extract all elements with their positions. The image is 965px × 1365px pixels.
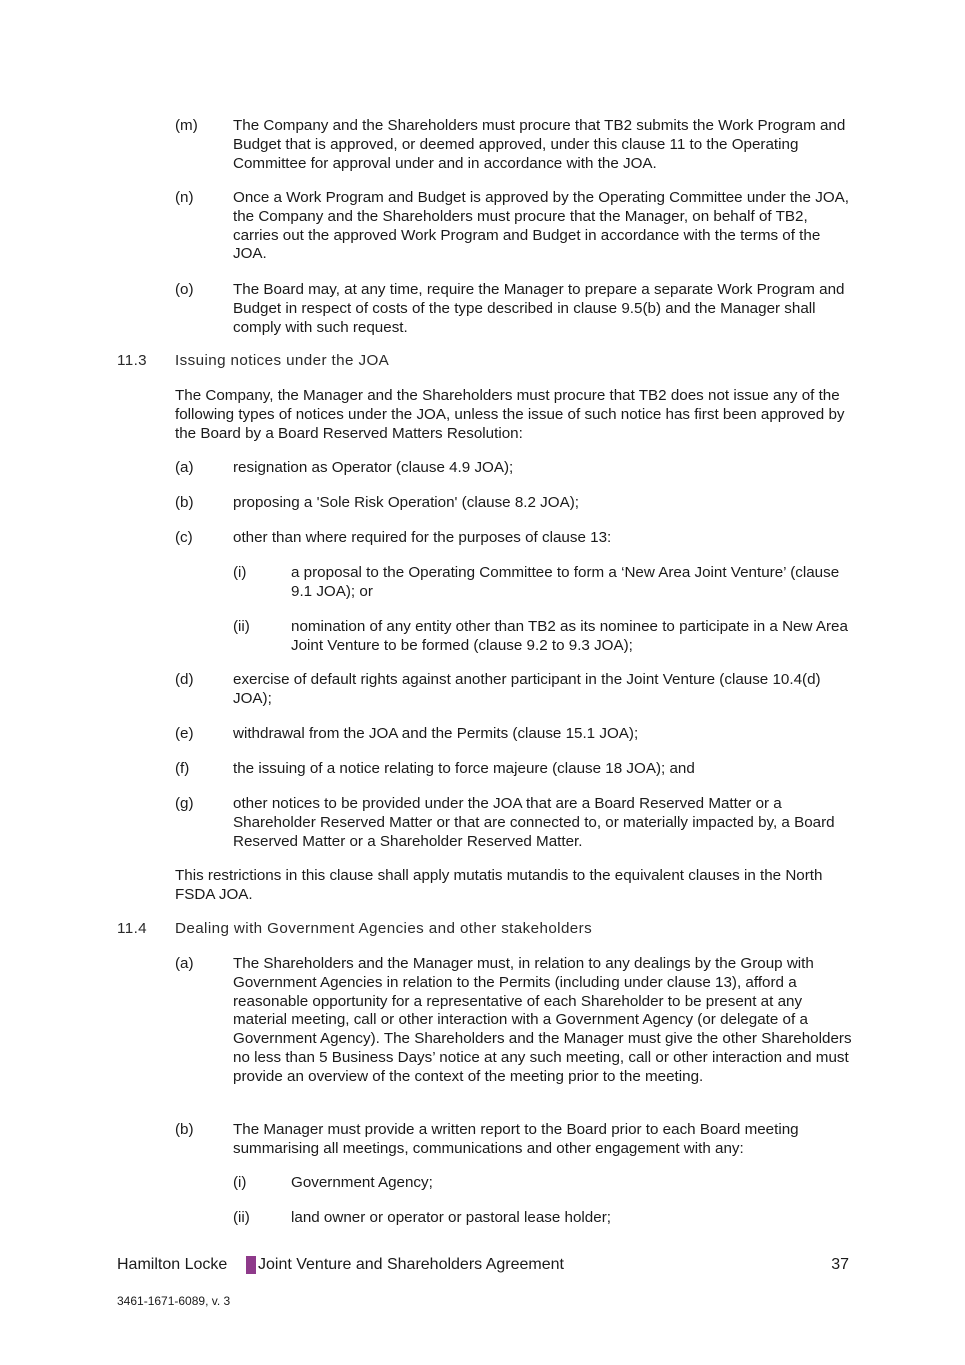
item-text: a proposal to the Operating Committee to form a ‘New Area Joint Venture’ (clause 9.1 JOA); or (291, 564, 840, 600)
item-label: (m) (175, 117, 198, 134)
item-text: The Board may, at any time, require the Manager to prepare a separate Work Program and Budget in respect of costs of the type described in clause 9.5(b) and the Manager shall comply with such request. (233, 281, 845, 336)
item-label: (o) (175, 281, 194, 298)
clause-11-3-closing: This restrictions in this clause shall apply mutatis mutandis to the equivalent clauses in the North FSDA JOA. (175, 867, 823, 903)
footer-document-title: Joint Venture and Shareholders Agreement (258, 1256, 564, 1273)
section-title: Dealing with Government Agencies and other stakeholders (175, 920, 593, 937)
item-text: other notices to be provided under the JOA that are a Board Reserved Matter or a Shareholder Reserved Matter or that are connected to, or materially impacted by, a Board Reserved Matter or a Shareholder Reserved Matter. (233, 795, 835, 850)
item-text: exercise of default rights against another participant in the Joint Venture (clause 10.4(d) JOA); (233, 671, 821, 707)
item-text: Once a Work Program and Budget is approved by the Operating Committee under the JOA, the Company and the Shareholders must procure that the Manager, on behalf of TB2, carries out the approved Work Program and Budget in accordance with the terms of the JOA. (233, 189, 849, 263)
item-label: (b) (175, 1121, 194, 1138)
item-label: (g) (175, 795, 194, 812)
section-number: 11.3 (117, 352, 148, 369)
item-text: other than where required for the purposes of clause 13: (233, 529, 612, 546)
section-number: 11.4 (117, 920, 148, 937)
item-label: (f) (175, 760, 190, 777)
item-text: the issuing of a notice relating to force majeure (clause 18 JOA); and (233, 760, 695, 777)
clause-11-3-intro: The Company, the Manager and the Shareholders must procure that TB2 does not issue any of the following types of notices under the JOA, unless the issue of such notice has first been approved by the Board by a Board Reserved Matters Resolution: (175, 387, 845, 442)
item-label: (c) (175, 529, 193, 546)
item-text: resignation as Operator (clause 4.9 JOA); (233, 459, 514, 476)
footer-firm-name: Hamilton Locke (117, 1256, 228, 1273)
item-text: The Shareholders and the Manager must, in relation to any dealings by the Group with Government Agencies in relation to the Permits (including under clause 13), afford a reasonable opportunity for a representative of each Shareholder to be present at any material meeting, call or other interaction with a Government Agency (or delegate of a Government Agency). The Shareholders and the Manager must give the other Shareholders no less than 5 Business Days’ notice at any such meeting, call or other interaction and must provide an overview of the context of the meeting prior to the meeting. (233, 955, 852, 1085)
item-text: proposing a 'Sole Risk Operation' (clause 8.2 JOA); (233, 494, 579, 511)
item-label: (ii) (233, 618, 250, 635)
item-text: The Manager must provide a written report to the Board prior to each Board meeting summarising all meetings, communications and other engagement with any: (233, 1121, 799, 1157)
page-number: 37 (831, 1256, 849, 1273)
item-label: (i) (233, 1174, 247, 1191)
item-text: land owner or operator or pastoral lease holder; (291, 1209, 611, 1226)
item-label: (e) (175, 725, 194, 742)
item-label: (d) (175, 671, 194, 688)
item-label: (b) (175, 494, 194, 511)
footer-accent-bar (246, 1256, 256, 1274)
item-label: (ii) (233, 1209, 250, 1226)
item-label: (a) (175, 459, 194, 476)
item-text: Government Agency; (291, 1174, 433, 1191)
document-id: 3461-1671-6089, v. 3 (117, 1294, 231, 1308)
item-label: (n) (175, 189, 194, 206)
item-label: (a) (175, 955, 194, 972)
page-footer (117, 1256, 849, 1276)
item-label: (i) (233, 564, 247, 581)
item-text: withdrawal from the JOA and the Permits (clause 15.1 JOA); (233, 725, 639, 742)
section-title: Issuing notices under the JOA (175, 352, 390, 369)
item-text: nomination of any entity other than TB2 as its nominee to participate in a New Area Joint Venture to be formed (clause 9.2 to 9.3 JOA); (291, 618, 848, 654)
item-text: The Company and the Shareholders must procure that TB2 submits the Work Program and Budget that is approved, or deemed approved, under this clause 11 to the Operating Committee for approval under and in accordance with the JOA. (233, 117, 846, 172)
